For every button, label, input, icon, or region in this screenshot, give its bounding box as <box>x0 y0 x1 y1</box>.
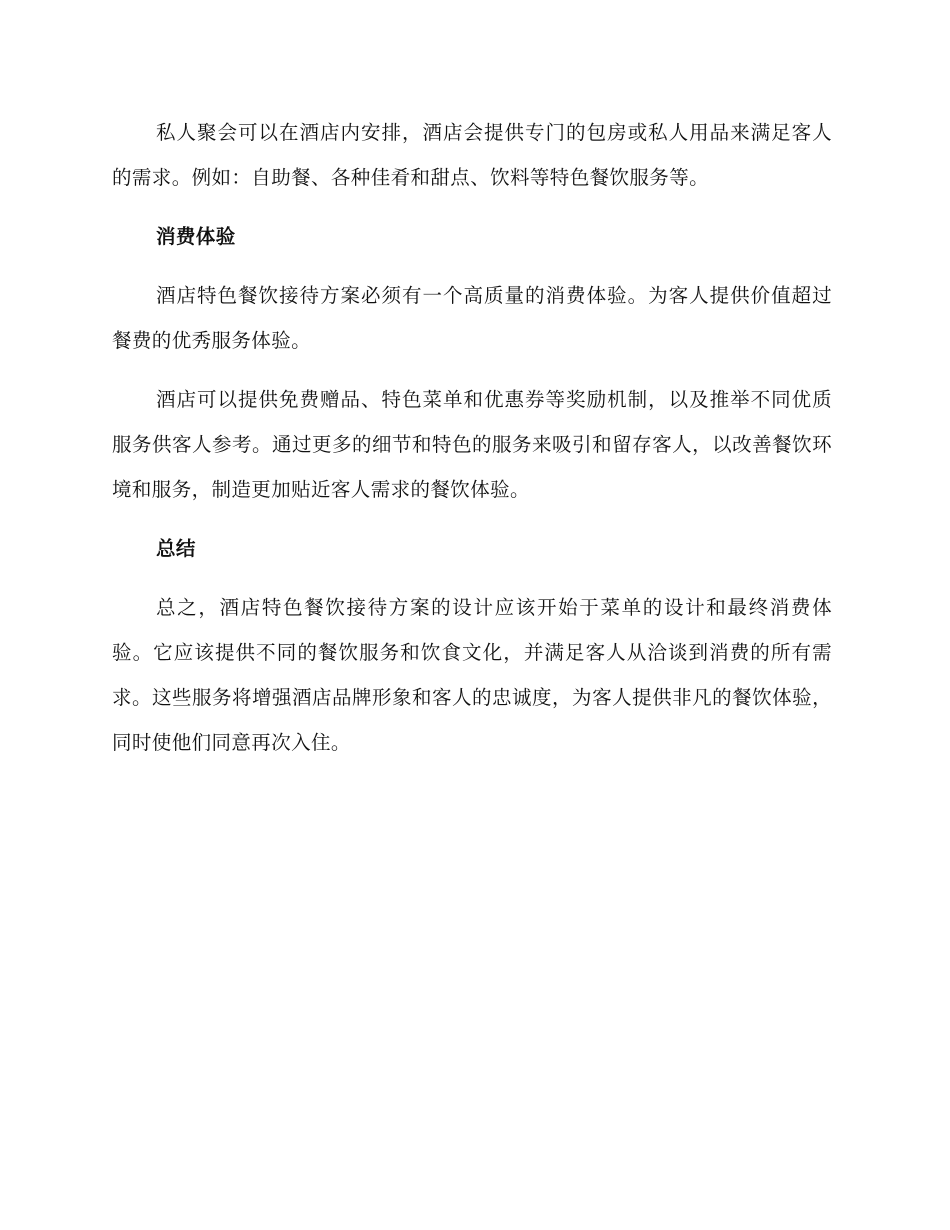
paragraph-incentives: 酒店可以提供免费赠品、特色菜单和优惠券等奖励机制，以及推举不同优质服务供客人参考。通过更多的细节和特色的服务来吸引和留存客人，以改善餐饮环境和服务，制造更加贴近客人需求的餐饮体验。 <box>112 388 832 501</box>
paragraph-quality-experience: 酒店特色餐饮接待方案必须有一个高质量的消费体验。为客人提供价值超过餐费的优秀服务体验。 <box>112 284 832 352</box>
paragraph-conclusion: 总之，酒店特色餐饮接待方案的设计应该开始于菜单的设计和最终消费体验。它应该提供不同的餐饮服务和饮食文化，并满足客人从洽谈到消费的所有需求。这些服务将增强酒店品牌形象和客人的忠诚度，为客人提供非凡的餐饮体验，同时使他们同意再次入住。 <box>112 596 832 754</box>
section-heading-summary: 总结 <box>156 537 196 560</box>
paragraph-private-gathering: 私人聚会可以在酒店内安排，酒店会提供专门的包房或私人用品来满足客人的需求。例如：自助餐、各种佳肴和甜点、饮料等特色餐饮服务等。 <box>112 121 832 189</box>
section-heading-consumption-experience: 消费体验 <box>156 225 236 248</box>
document-body <box>112 110 832 765</box>
